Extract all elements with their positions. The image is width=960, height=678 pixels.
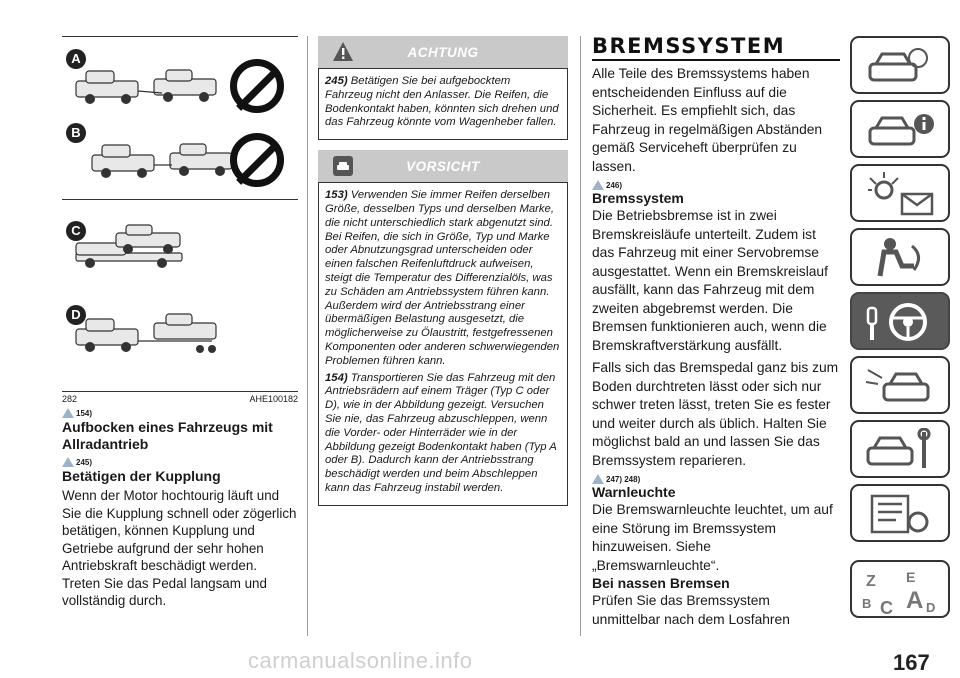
tab-maintenance[interactable] — [850, 420, 950, 478]
column-divider — [580, 36, 581, 636]
car-emergency-icon — [862, 364, 942, 408]
column-middle — [318, 0, 568, 506]
tab-starting-driving[interactable] — [850, 292, 950, 350]
figure-label-a: A — [66, 49, 86, 69]
achtung-box — [318, 68, 568, 140]
vorsicht-text-154: Transportieren Sie das Fahrzeug mit den Antriebsrädern auf einem Träger (Typ C oder D), wie in der Abbildung gezeigt. Versuchen Sie nie, das Fahrzeug abzuschleppen, wenn die Vorder- oder Hinterräder wie in der Abbildung gezeigt Bodenkontakt haben (Typ A oder B). Dadurch kann der Antriebsstrang beschädigt werden und beim Abschleppen kann das Fahrzeug instabil werden. — [325, 371, 557, 494]
kupplung-text: Wenn der Motor hochtourig läuft und Sie die Kupplung schnell oder zögerlich betätigen, können Kupplung und Getriebe aufgrund der sehr hohen Antriebskraft beschädigt werden. Treten Sie das Pedal langsam und vollständig durch. — [62, 488, 297, 608]
figure-label-d: D — [66, 305, 86, 325]
prohibited-icon-a — [230, 59, 284, 113]
section-title: BREMSSYSTEM — [592, 34, 840, 61]
svg-text:D: D — [926, 600, 936, 615]
watermark: carmanualsonline.info — [248, 648, 473, 673]
list-gear-icon — [862, 492, 942, 536]
vorsicht-header — [318, 150, 568, 182]
column-divider — [307, 36, 308, 636]
achtung-title: ACHTUNG — [407, 45, 479, 60]
figure-code: AHE100182 — [249, 394, 298, 404]
car-search-icon — [862, 44, 942, 88]
airbag-seat-icon — [862, 236, 942, 280]
heading-bremssystem: Bremssystem — [592, 190, 684, 206]
warning-ref — [62, 408, 298, 418]
figure-caption — [62, 391, 298, 404]
warning-ref-number: 245) — [76, 458, 93, 467]
heading-kupplung: Betätigen der Kupplung — [62, 468, 221, 484]
tab-lights-warnings[interactable] — [850, 164, 950, 222]
tab-index[interactable] — [850, 560, 950, 618]
figure-label-b: B — [66, 123, 86, 143]
column-right — [592, 0, 840, 629]
achtung-number: 245) — [325, 75, 348, 87]
figure-label-c: C — [66, 221, 86, 241]
warning-ref — [592, 180, 840, 190]
warning-triangle-icon — [62, 408, 74, 418]
car-wrench-icon — [862, 428, 942, 472]
svg-text:A: A — [906, 587, 924, 614]
vorsicht-title: VORSICHT — [406, 159, 480, 175]
car-info-icon — [862, 108, 942, 152]
vorsicht-number-154: 154) — [325, 371, 348, 384]
warning-triangle-icon — [62, 457, 74, 467]
heading-warnleuchte: Warnleuchte — [592, 484, 676, 500]
heading-nasse-bremsen: Bei nassen Bremsen — [592, 575, 730, 591]
warning-ref — [592, 474, 840, 484]
figure-page-ref: 282 — [62, 394, 78, 404]
prohibited-icon-b — [230, 133, 284, 187]
svg-text:E: E — [906, 569, 916, 585]
tab-vehicle-overview[interactable] — [850, 36, 950, 94]
intro-text: Alle Teile des Bremssystems haben entscheidenden Einfluss auf die Sicherheit. Es empfiehlt sich, das Fahrzeug in regelmäßigen Abständen gemäß Serviceheft überprüfen zu lassen. — [592, 66, 823, 174]
column-left — [62, 0, 298, 610]
figure-divider — [62, 199, 298, 200]
warning-lights-icon — [862, 172, 942, 216]
page-number: 167 — [893, 650, 930, 675]
heading-aufbocken: Aufbocken eines Fahrzeugs mit Allradantrieb — [62, 419, 273, 452]
towing-figure — [62, 36, 298, 389]
svg-text:Z: Z — [866, 573, 876, 590]
tab-safety[interactable] — [850, 228, 950, 286]
vorsicht-text-153: Verwenden Sie immer Reifen derselben Größe, desselben Typs und derselben Marke, die nicht unterschiedlich stark abgenutzt sind. Bei Reifen, die sich in Größe, Typ und Marke oder Abnutzungsgrad unterscheiden oder einen falschen Reifenluftdruck aufweisen, steigt die Temperatur des Differenzialöls, was zu Schäden am Antriebssystem führen kann. Außerdem wird der Antriebsstrang einer übermäßigen Belastung ausgesetzt, die möglicherweise zu Ölaustritt, festgefressenen Komponenten oder anderen schwerwiegenden Problemen führen kann. — [325, 189, 560, 367]
warning-triangle-icon — [592, 180, 604, 190]
alphabet-index-icon — [862, 568, 942, 616]
tab-vehicle-info[interactable] — [850, 100, 950, 158]
achtung-text: Betätigen Sie bei aufgebocktem Fahrzeug nicht den Anlasser. Die Reifen, die Bodenkontakt haben, könnten sich drehen und das Fahrzeug könnte vom Wagenheber fallen. — [325, 75, 559, 129]
key-steering-wheel-icon — [862, 300, 942, 344]
warning-ref-number: 246) — [606, 181, 623, 190]
warning-ref-number: 154) — [76, 409, 93, 418]
bremssystem-text: Die Betriebsbremse ist in zwei Bremskreisläufe unterteilt. Zudem ist das Fahrzeug mit einer Servobremse ausgestattet. Wenn ein Bremskreislauf ausfällt, kann das Fahrzeug mit dem zweiten abgebremst werden. Die Bremsen funktionieren auch, wenn die Bremskraftverstärkung ausfällt. — [592, 208, 828, 353]
vorsicht-number-153: 153) — [325, 189, 348, 202]
warning-triangle-icon — [592, 474, 604, 484]
warnleuchte-text: Die Bremswarnleuchte leuchtet, um auf eine Störung im Bremssystem hinzuweisen. Siehe „Bremswarnleuchte“. — [592, 502, 833, 573]
nasse-bremsen-text: Prüfen Sie das Bremssystem unmittelbar nach dem Losfahren — [592, 593, 790, 627]
bremspedal-text: Falls sich das Bremspedal ganz bis zum Boden durchtreten lässt oder sich nur schwer treten lässt, treten Sie es fester und weiter durch als üblich. Halten Sie möglichst bald an und lassen Sie das Bremssystem reparieren. — [592, 360, 839, 468]
vorsicht-box — [318, 182, 568, 506]
warning-ref — [62, 457, 298, 467]
achtung-header — [318, 36, 568, 68]
svg-text:C: C — [880, 598, 893, 616]
warning-ref-number: 247) 248) — [606, 475, 641, 484]
tab-technical-data[interactable] — [850, 484, 950, 542]
tab-emergency[interactable] — [850, 356, 950, 414]
svg-text:B: B — [862, 596, 872, 611]
